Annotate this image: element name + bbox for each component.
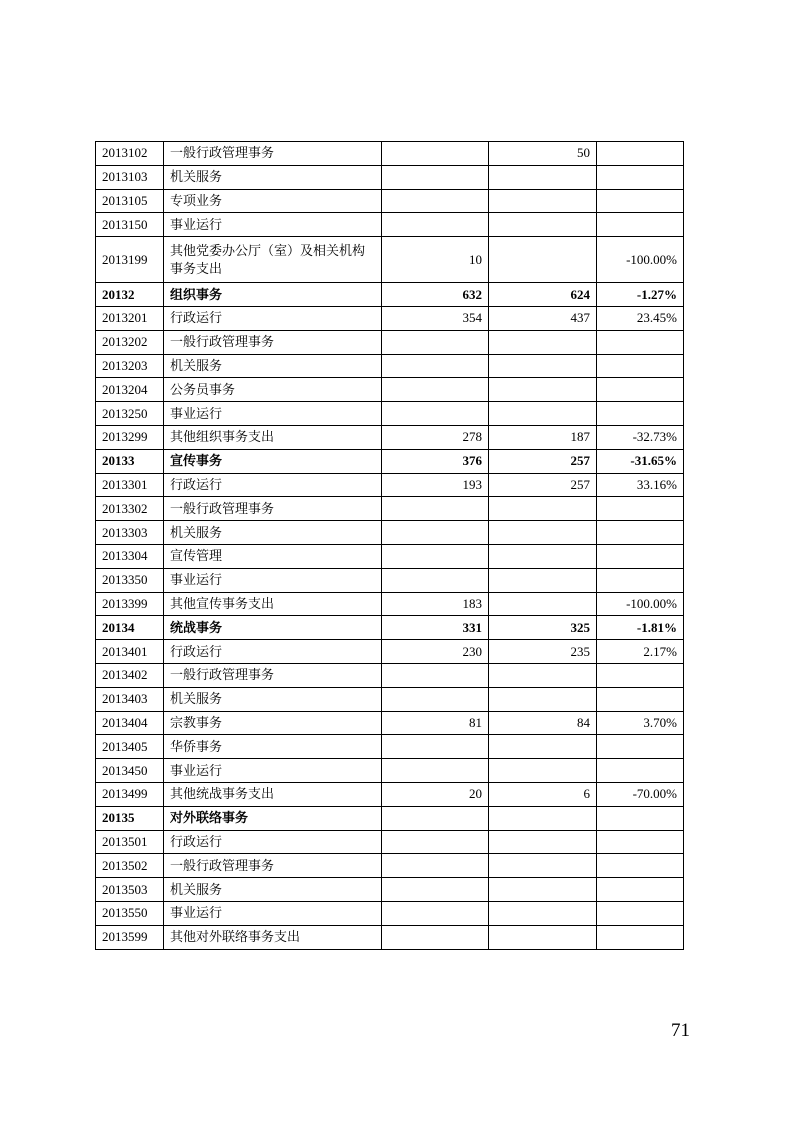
previous-amount-cell	[382, 330, 489, 354]
item-name-cell: 一般行政管理事务	[164, 497, 382, 521]
item-name-cell: 其他统战事务支出	[164, 782, 382, 806]
change-percent-cell: -100.00%	[597, 237, 684, 283]
current-amount-cell	[489, 901, 597, 925]
change-percent-cell: 23.45%	[597, 306, 684, 330]
code-cell: 2013303	[96, 521, 164, 545]
code-cell: 2013250	[96, 402, 164, 426]
code-cell: 20134	[96, 616, 164, 640]
code-cell: 2013304	[96, 544, 164, 568]
item-name-cell: 机关服务	[164, 687, 382, 711]
table-body	[96, 142, 684, 950]
code-cell: 2013403	[96, 687, 164, 711]
item-name-cell: 对外联络事务	[164, 806, 382, 830]
previous-amount-cell: 183	[382, 592, 489, 616]
table-row	[96, 544, 684, 568]
code-cell: 2013204	[96, 378, 164, 402]
previous-amount-cell: 193	[382, 473, 489, 497]
previous-amount-cell	[382, 354, 489, 378]
table-row	[96, 663, 684, 687]
current-amount-cell	[489, 830, 597, 854]
code-cell: 2013502	[96, 854, 164, 878]
change-percent-cell: 2.17%	[597, 640, 684, 664]
change-percent-cell	[597, 806, 684, 830]
change-percent-cell	[597, 142, 684, 166]
current-amount-cell	[489, 925, 597, 949]
table-row	[96, 402, 684, 426]
code-cell: 2013299	[96, 425, 164, 449]
change-percent-cell	[597, 378, 684, 402]
table-row	[96, 592, 684, 616]
change-percent-cell: 33.16%	[597, 473, 684, 497]
code-cell: 2013405	[96, 735, 164, 759]
table-row	[96, 878, 684, 902]
table-row	[96, 306, 684, 330]
code-cell: 2013550	[96, 901, 164, 925]
item-name-cell: 一般行政管理事务	[164, 854, 382, 878]
previous-amount-cell	[382, 901, 489, 925]
change-percent-cell: -1.81%	[597, 616, 684, 640]
table-row	[96, 354, 684, 378]
previous-amount-cell	[382, 687, 489, 711]
previous-amount-cell	[382, 806, 489, 830]
table-row	[96, 497, 684, 521]
previous-amount-cell	[382, 142, 489, 166]
item-name-cell: 行政运行	[164, 640, 382, 664]
table-row	[96, 330, 684, 354]
change-percent-cell	[597, 663, 684, 687]
item-name-cell: 其他党委办公厅（室）及相关机构事务支出	[164, 237, 382, 283]
code-cell: 2013503	[96, 878, 164, 902]
code-cell: 2013150	[96, 213, 164, 237]
previous-amount-cell: 81	[382, 711, 489, 735]
category-row	[96, 449, 684, 473]
table-row	[96, 735, 684, 759]
code-cell: 2013401	[96, 640, 164, 664]
item-name-cell: 统战事务	[164, 616, 382, 640]
budget-table	[95, 141, 684, 950]
item-name-cell: 华侨事务	[164, 735, 382, 759]
current-amount-cell	[489, 759, 597, 783]
change-percent-cell	[597, 735, 684, 759]
current-amount-cell: 437	[489, 306, 597, 330]
item-name-cell: 机关服务	[164, 521, 382, 545]
code-cell: 20133	[96, 449, 164, 473]
code-cell: 2013103	[96, 165, 164, 189]
change-percent-cell: -70.00%	[597, 782, 684, 806]
code-cell: 2013499	[96, 782, 164, 806]
category-row	[96, 283, 684, 307]
code-cell: 20135	[96, 806, 164, 830]
code-cell: 2013203	[96, 354, 164, 378]
table-row	[96, 521, 684, 545]
current-amount-cell	[489, 663, 597, 687]
item-name-cell: 宣传事务	[164, 449, 382, 473]
item-name-cell: 其他宣传事务支出	[164, 592, 382, 616]
table-row	[96, 854, 684, 878]
change-percent-cell	[597, 497, 684, 521]
change-percent-cell	[597, 568, 684, 592]
table-row	[96, 213, 684, 237]
code-cell: 2013302	[96, 497, 164, 521]
current-amount-cell: 50	[489, 142, 597, 166]
current-amount-cell	[489, 378, 597, 402]
previous-amount-cell	[382, 497, 489, 521]
item-name-cell: 宗教事务	[164, 711, 382, 735]
code-cell: 2013202	[96, 330, 164, 354]
current-amount-cell	[489, 165, 597, 189]
table-row	[96, 830, 684, 854]
change-percent-cell	[597, 925, 684, 949]
table-row	[96, 711, 684, 735]
current-amount-cell: 84	[489, 711, 597, 735]
change-percent-cell: 3.70%	[597, 711, 684, 735]
item-name-cell: 事业运行	[164, 901, 382, 925]
current-amount-cell: 257	[489, 473, 597, 497]
current-amount-cell: 6	[489, 782, 597, 806]
item-name-cell: 行政运行	[164, 830, 382, 854]
item-name-cell: 机关服务	[164, 354, 382, 378]
change-percent-cell	[597, 521, 684, 545]
current-amount-cell	[489, 854, 597, 878]
item-name-cell: 事业运行	[164, 568, 382, 592]
item-name-cell: 宣传管理	[164, 544, 382, 568]
code-cell: 20132	[96, 283, 164, 307]
previous-amount-cell	[382, 568, 489, 592]
table-row	[96, 759, 684, 783]
code-cell: 2013201	[96, 306, 164, 330]
table-row	[96, 189, 684, 213]
change-percent-cell: -32.73%	[597, 425, 684, 449]
change-percent-cell	[597, 402, 684, 426]
item-name-cell: 机关服务	[164, 878, 382, 902]
current-amount-cell: 257	[489, 449, 597, 473]
code-cell: 2013501	[96, 830, 164, 854]
change-percent-cell	[597, 759, 684, 783]
code-cell: 2013599	[96, 925, 164, 949]
change-percent-cell	[597, 878, 684, 902]
code-cell: 2013450	[96, 759, 164, 783]
previous-amount-cell	[382, 544, 489, 568]
table-row	[96, 925, 684, 949]
previous-amount-cell	[382, 165, 489, 189]
change-percent-cell	[597, 830, 684, 854]
category-row	[96, 806, 684, 830]
change-percent-cell	[597, 687, 684, 711]
previous-amount-cell: 10	[382, 237, 489, 283]
table-row	[96, 568, 684, 592]
current-amount-cell	[489, 735, 597, 759]
current-amount-cell	[489, 354, 597, 378]
previous-amount-cell	[382, 213, 489, 237]
previous-amount-cell	[382, 854, 489, 878]
previous-amount-cell: 278	[382, 425, 489, 449]
previous-amount-cell	[382, 189, 489, 213]
current-amount-cell	[489, 521, 597, 545]
item-name-cell: 其他组织事务支出	[164, 425, 382, 449]
current-amount-cell	[489, 806, 597, 830]
code-cell: 2013402	[96, 663, 164, 687]
previous-amount-cell: 632	[382, 283, 489, 307]
previous-amount-cell: 376	[382, 449, 489, 473]
previous-amount-cell: 354	[382, 306, 489, 330]
table-row	[96, 378, 684, 402]
previous-amount-cell	[382, 521, 489, 545]
table-row	[96, 640, 684, 664]
table-row	[96, 782, 684, 806]
current-amount-cell: 235	[489, 640, 597, 664]
change-percent-cell	[597, 213, 684, 237]
item-name-cell: 事业运行	[164, 759, 382, 783]
table-row	[96, 237, 684, 283]
previous-amount-cell	[382, 759, 489, 783]
current-amount-cell	[489, 687, 597, 711]
item-name-cell: 一般行政管理事务	[164, 142, 382, 166]
previous-amount-cell	[382, 663, 489, 687]
previous-amount-cell	[382, 925, 489, 949]
table-row	[96, 165, 684, 189]
current-amount-cell	[489, 237, 597, 283]
change-percent-cell	[597, 330, 684, 354]
previous-amount-cell	[382, 878, 489, 902]
current-amount-cell	[489, 878, 597, 902]
previous-amount-cell	[382, 378, 489, 402]
code-cell: 2013301	[96, 473, 164, 497]
previous-amount-cell	[382, 830, 489, 854]
item-name-cell: 一般行政管理事务	[164, 663, 382, 687]
item-name-cell: 事业运行	[164, 213, 382, 237]
code-cell: 2013399	[96, 592, 164, 616]
current-amount-cell	[489, 544, 597, 568]
previous-amount-cell	[382, 735, 489, 759]
code-cell: 2013350	[96, 568, 164, 592]
current-amount-cell: 624	[489, 283, 597, 307]
code-cell: 2013404	[96, 711, 164, 735]
change-percent-cell: -100.00%	[597, 592, 684, 616]
current-amount-cell	[489, 189, 597, 213]
table-row	[96, 901, 684, 925]
current-amount-cell	[489, 568, 597, 592]
current-amount-cell	[489, 213, 597, 237]
current-amount-cell	[489, 497, 597, 521]
category-row	[96, 616, 684, 640]
current-amount-cell	[489, 402, 597, 426]
item-name-cell: 组织事务	[164, 283, 382, 307]
table-row	[96, 687, 684, 711]
item-name-cell: 行政运行	[164, 473, 382, 497]
previous-amount-cell: 230	[382, 640, 489, 664]
item-name-cell: 一般行政管理事务	[164, 330, 382, 354]
previous-amount-cell	[382, 402, 489, 426]
change-percent-cell: -31.65%	[597, 449, 684, 473]
item-name-cell: 其他对外联络事务支出	[164, 925, 382, 949]
code-cell: 2013105	[96, 189, 164, 213]
current-amount-cell	[489, 592, 597, 616]
change-percent-cell	[597, 854, 684, 878]
change-percent-cell	[597, 901, 684, 925]
table-row	[96, 473, 684, 497]
change-percent-cell: -1.27%	[597, 283, 684, 307]
change-percent-cell	[597, 354, 684, 378]
table-row	[96, 425, 684, 449]
change-percent-cell	[597, 189, 684, 213]
table-row	[96, 142, 684, 166]
change-percent-cell	[597, 544, 684, 568]
item-name-cell: 公务员事务	[164, 378, 382, 402]
item-name-cell: 事业运行	[164, 402, 382, 426]
page-number: 71	[671, 1020, 690, 1041]
code-cell: 2013102	[96, 142, 164, 166]
change-percent-cell	[597, 165, 684, 189]
item-name-cell: 机关服务	[164, 165, 382, 189]
previous-amount-cell: 20	[382, 782, 489, 806]
current-amount-cell: 325	[489, 616, 597, 640]
code-cell: 2013199	[96, 237, 164, 283]
previous-amount-cell: 331	[382, 616, 489, 640]
current-amount-cell	[489, 330, 597, 354]
item-name-cell: 行政运行	[164, 306, 382, 330]
current-amount-cell: 187	[489, 425, 597, 449]
item-name-cell: 专项业务	[164, 189, 382, 213]
